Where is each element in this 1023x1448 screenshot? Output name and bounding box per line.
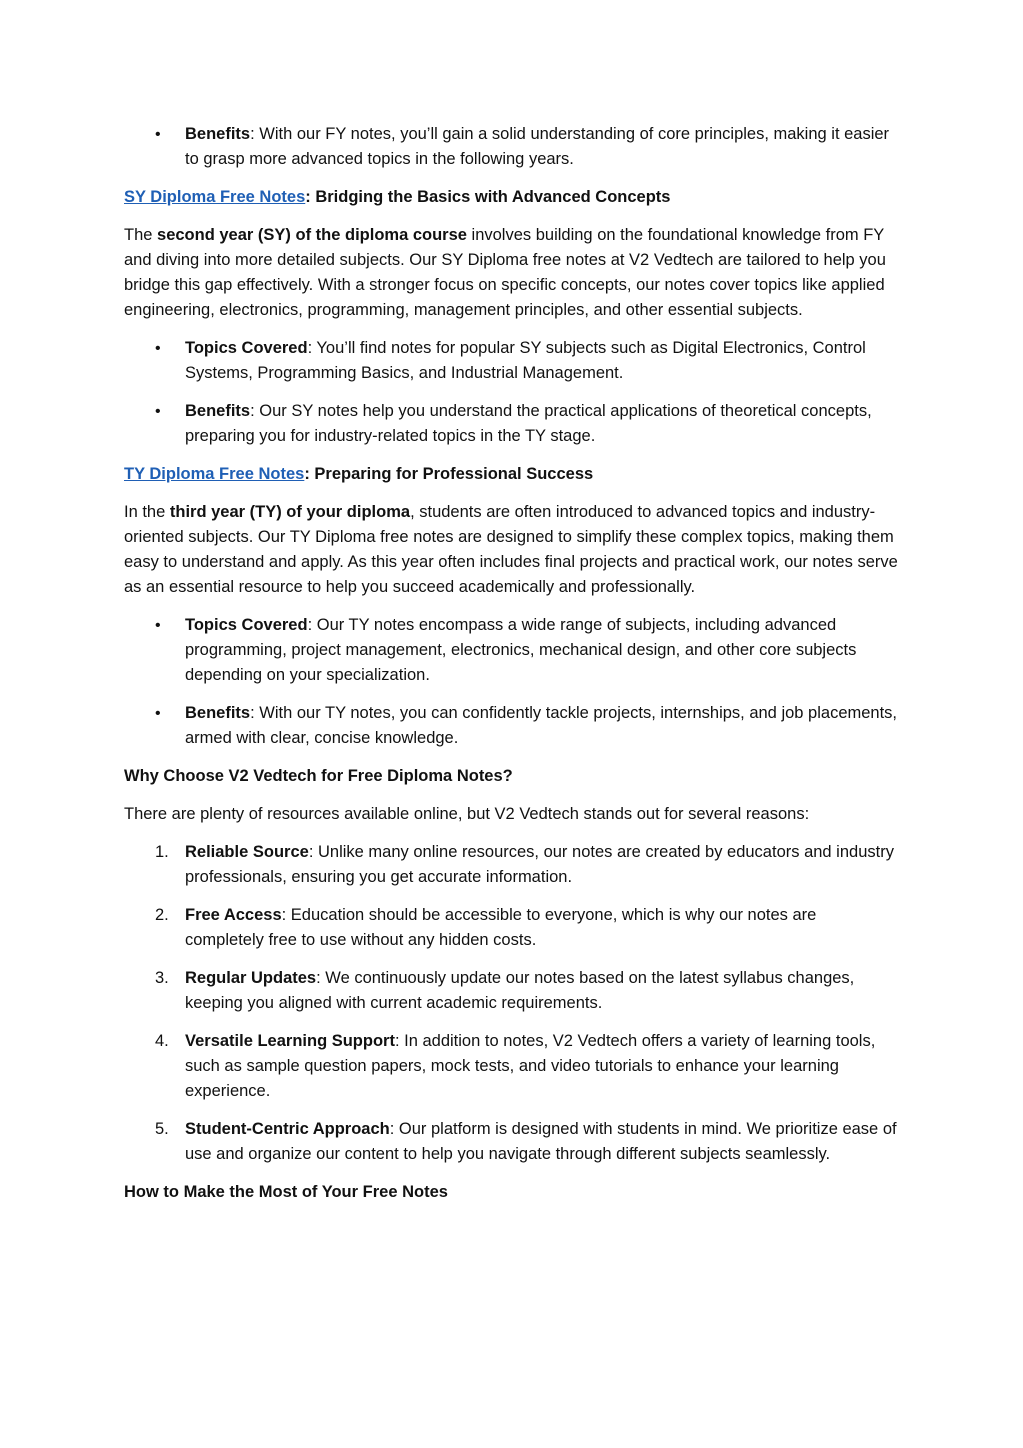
fy-benefits-bullet	[124, 122, 899, 172]
why-choose-heading: Why Choose V2 Vedtech for Free Diploma Notes?	[124, 767, 513, 785]
ty-heading-text: : Preparing for Professional Success	[304, 465, 594, 483]
sy-intro-pre: The	[124, 226, 158, 244]
bullet-marker: •	[155, 126, 161, 143]
ty-intro-pre: In the	[124, 503, 170, 521]
bullet-text: : Our TY notes encompass a wide range of subjects, including advanced programming, project management, electronics, mechanical design, and other core subjects depending on your specialization.	[185, 616, 857, 684]
item-text: : In addition to notes, V2 Vedtech offers a variety of learning tools, such as sample question papers, mock tests, and video tutorials to enhance your learning experience.	[185, 1032, 876, 1100]
numbered-item	[124, 1029, 899, 1104]
bullet-term: Benefits	[185, 704, 251, 722]
item-text: : Unlike many online resources, our notes are created by educators and industry professionals, ensuring you get accurate information.	[185, 843, 894, 886]
bullet-text: : Our SY notes help you understand the practical applications of theoretical concepts, preparing you for industry-related topics in the TY stage.	[185, 402, 872, 445]
bullet-term: Benefits	[185, 125, 251, 143]
item-text: : We continuously update our notes based on the latest syllabus changes, keeping you aligned with current academic requirements.	[185, 969, 855, 1012]
ty-topics-bullet	[124, 613, 899, 688]
ty-intro-post: , students are often introduced to advanced topics and industry-oriented subjects. Our TY Diploma free notes are designed to simplify these complex topics, making them easy to understand and apply. As this year often includes final projects and practical work, our notes serve as an essential resource to help you succeed academically and professionally.	[124, 503, 898, 596]
sy-topics-bullet	[124, 336, 899, 386]
item-term: Regular Updates	[185, 969, 317, 987]
item-number: 5.	[155, 1120, 169, 1138]
ty-intro-paragraph	[124, 500, 899, 600]
bullet-term: Topics Covered	[185, 616, 308, 634]
item-term: Student-Centric Approach	[185, 1120, 390, 1138]
why-choose-intro: There are plenty of resources available online, but V2 Vedtech stands out for several reasons:	[124, 805, 810, 823]
bullet-term: Benefits	[185, 402, 251, 420]
numbered-item	[124, 966, 899, 1016]
sy-intro-bold: second year (SY) of the diploma course	[157, 226, 467, 244]
item-number: 1.	[155, 843, 169, 861]
ty-intro-bold: third year (TY) of your diploma	[169, 503, 411, 521]
sy-diploma-notes-link[interactable]: SY Diploma Free Notes	[124, 188, 306, 206]
sy-intro-paragraph	[124, 223, 899, 323]
item-number: 4.	[155, 1032, 169, 1050]
item-term: Versatile Learning Support	[185, 1032, 395, 1050]
sy-benefits-bullet	[124, 399, 899, 449]
bullet-marker: •	[155, 403, 161, 420]
bullet-marker: •	[155, 340, 161, 357]
document-page	[124, 122, 899, 1218]
item-number: 3.	[155, 969, 169, 987]
bullet-marker: •	[155, 617, 161, 634]
sy-heading-text: : Bridging the Basics with Advanced Concepts	[305, 188, 671, 206]
make-most-heading: How to Make the Most of Your Free Notes	[124, 1183, 448, 1201]
item-text: : Our platform is designed with students in mind. We prioritize ease of use and organize our content to help you navigate through different subjects seamlessly.	[185, 1120, 897, 1163]
ty-benefits-bullet	[124, 701, 899, 751]
bullet-marker: •	[155, 705, 161, 722]
item-text: : Education should be accessible to everyone, which is why our notes are completely free to use without any hidden costs.	[185, 906, 817, 949]
bullet-text: : You’ll find notes for popular SY subjects such as Digital Electronics, Control Systems, Programming Basics, and Industrial Management.	[185, 339, 866, 382]
bullet-text: : With our FY notes, you’ll gain a solid understanding of core principles, making it easier to grasp more advanced topics in the following years.	[185, 125, 890, 168]
ty-diploma-notes-link[interactable]: TY Diploma Free Notes	[124, 465, 305, 483]
item-term: Free Access	[185, 906, 282, 924]
bullet-text: : With our TY notes, you can confidently tackle projects, internships, and job placements, armed with clear, concise knowledge.	[185, 704, 898, 747]
item-number: 2.	[155, 906, 169, 924]
sy-intro-post: involves building on the foundational knowledge from FY and diving into more detailed subjects. Our SY Diploma free notes at V2 Vedtech are tailored to help you bridge this gap effectively. With a stronger focus on specific concepts, our notes cover topics like applied engineering, electronics, programming, management principles, and other essential subjects.	[124, 226, 886, 319]
bullet-term: Topics Covered	[185, 339, 308, 357]
ty-heading	[124, 462, 899, 487]
sy-heading	[124, 185, 899, 210]
numbered-item	[124, 840, 899, 890]
numbered-item	[124, 903, 899, 953]
numbered-item	[124, 1117, 899, 1167]
item-term: Reliable Source	[185, 843, 309, 861]
